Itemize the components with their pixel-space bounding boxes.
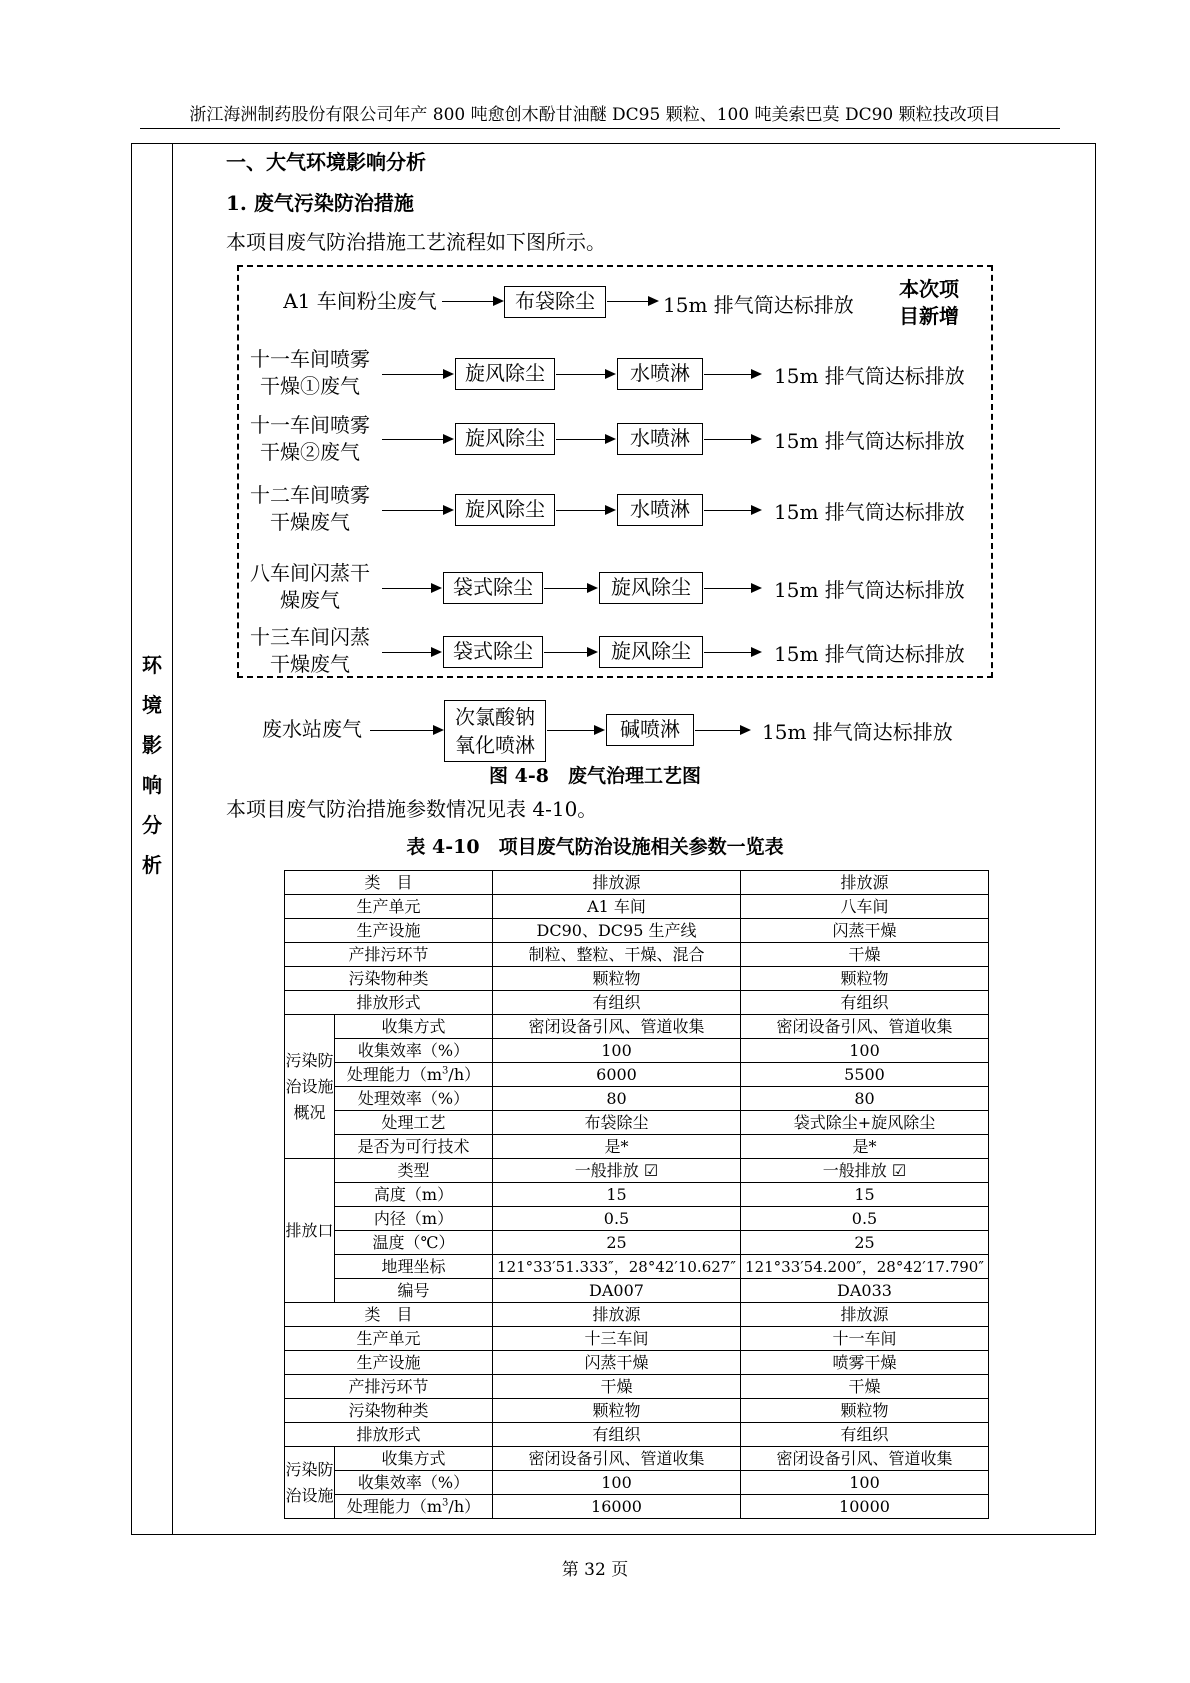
process-box: 旋风除尘 <box>599 572 703 604</box>
arrow <box>704 374 760 375</box>
discharge-label: 15m 排气筒达标排放 <box>762 720 953 744</box>
label-cell: 温度（℃） <box>335 1231 493 1255</box>
value-cell: A1 车间 <box>493 895 741 919</box>
discharge-label: 15m 排气筒达标排放 <box>774 364 965 388</box>
label-cell: 是否为可行技术 <box>335 1135 493 1159</box>
source-row5 <box>240 560 380 614</box>
table-row <box>285 1495 989 1519</box>
label-cell: 类型 <box>335 1159 493 1183</box>
arrow <box>382 374 452 375</box>
label-cell <box>335 1063 493 1087</box>
group-label-pollution-control: 污染防治设施 <box>285 1447 335 1519</box>
value-cell: 十一车间 <box>741 1327 989 1351</box>
process-box: 碱喷淋 <box>606 714 694 746</box>
header-title: 浙江海洲制药股份有限公司年产 800 吨愈创木酚甘油醚 DC95 颗粒、100 吨美索巴莫 DC90 颗粒技改项目 <box>189 105 1001 125</box>
table-row <box>285 991 989 1015</box>
source-line2: 干燥①废气 <box>260 374 360 398</box>
label-cell: 内径（m） <box>335 1207 493 1231</box>
label-cell: 地理坐标 <box>335 1255 493 1279</box>
new-tag-line2: 目新增 <box>899 304 959 328</box>
value-cell: 干燥 <box>741 943 989 967</box>
value-cell: 是* <box>741 1135 989 1159</box>
arrow <box>382 588 440 589</box>
process-box: 旋风除尘 <box>455 358 555 390</box>
discharge-label: 15m 排气筒达标排放 <box>774 500 965 524</box>
value-cell: 密闭设备引风、管道收集 <box>741 1447 989 1471</box>
table-row <box>285 1063 989 1087</box>
section-heading: 一、大气环境影响分析 <box>226 150 426 174</box>
table-row <box>285 1111 989 1135</box>
table-row <box>285 895 989 919</box>
discharge-label: 15m 排气筒达标排放 <box>663 293 854 317</box>
table-reference-paragraph: 本项目废气防治措施参数情况见表 4-10。 <box>226 797 598 821</box>
table-row <box>285 1039 989 1063</box>
value-cell: 十三车间 <box>493 1327 741 1351</box>
table-row <box>285 1471 989 1495</box>
value-cell: 布袋除尘 <box>493 1111 741 1135</box>
table-row <box>285 1351 989 1375</box>
arrow <box>704 652 760 653</box>
group-label-outlet: 排放口 <box>285 1159 335 1303</box>
label-cell: 产排污环节 <box>285 943 493 967</box>
label-cell: 污染物种类 <box>285 1399 493 1423</box>
value-cell: 八车间 <box>741 895 989 919</box>
value-cell: 颗粒物 <box>493 1399 741 1423</box>
source-line1: 八车间闪蒸干 <box>250 561 370 585</box>
group-label-pollution-control: 污染防治设施概况 <box>285 1015 335 1159</box>
value-cell: 颗粒物 <box>493 967 741 991</box>
new-tag-line1: 本次项 <box>899 277 959 301</box>
label-text: 处理能力（m <box>346 1064 443 1084</box>
value-cell: 5500 <box>741 1063 989 1087</box>
new-items-tag <box>886 276 972 330</box>
table-row <box>285 1015 989 1039</box>
table-row <box>285 1375 989 1399</box>
value-cell: 有组织 <box>493 1423 741 1447</box>
value-cell: 有组织 <box>741 1423 989 1447</box>
label-cell: 排放形式 <box>285 1423 493 1447</box>
process-box: 袋式除尘 <box>443 636 543 668</box>
value-cell: 0.5 <box>493 1207 741 1231</box>
arrow <box>382 439 452 440</box>
process-box: 旋风除尘 <box>455 423 555 455</box>
label-cell: 生产单元 <box>285 895 493 919</box>
label-text: 处理能力（m <box>346 1496 443 1516</box>
arrow <box>556 439 614 440</box>
value-cell: 有组织 <box>493 991 741 1015</box>
label-sup: 3 <box>442 1497 449 1509</box>
source-line1: 十二车间喷雾 <box>250 483 370 507</box>
value-cell: 80 <box>741 1087 989 1111</box>
discharge-label: 15m 排气筒达标排放 <box>774 429 965 453</box>
table-row <box>285 1303 989 1327</box>
label-cell: 收集方式 <box>335 1015 493 1039</box>
process-box: 水喷淋 <box>617 358 703 390</box>
process-box: 袋式除尘 <box>443 572 543 604</box>
value-cell: 121°33′51.333″，28°42′10.627″ <box>493 1255 741 1279</box>
table-row <box>285 1207 989 1231</box>
value-cell: 10000 <box>741 1495 989 1519</box>
table-caption: 表 4-10 项目废气防治设施相关参数一览表 <box>406 836 784 858</box>
figure-caption: 图 4-8 废气治理工艺图 <box>489 765 701 787</box>
arrow <box>370 730 442 731</box>
value-cell: DA033 <box>741 1279 989 1303</box>
value-cell: 100 <box>493 1039 741 1063</box>
label-cell: 生产设施 <box>285 919 493 943</box>
label-cell: 高度（m） <box>335 1183 493 1207</box>
value-cell: 15 <box>741 1183 989 1207</box>
parameter-table <box>284 870 989 1519</box>
label-cell: 生产单元 <box>285 1327 493 1351</box>
process-box: 布袋除尘 <box>504 286 606 318</box>
value-cell: 排放源 <box>493 871 741 895</box>
source-row2 <box>240 346 380 400</box>
value-cell: 颗粒物 <box>741 1399 989 1423</box>
discharge-label: 15m 排气筒达标排放 <box>774 642 965 666</box>
label-sup: 3 <box>442 1065 449 1077</box>
value-cell: 制粒、整粒、干燥、混合 <box>493 943 741 967</box>
value-cell: 0.5 <box>741 1207 989 1231</box>
table-row <box>285 967 989 991</box>
value-cell: 25 <box>741 1231 989 1255</box>
arrow <box>704 588 760 589</box>
value-cell: 喷雾干燥 <box>741 1351 989 1375</box>
arrow <box>556 510 614 511</box>
label-cell: 处理工艺 <box>335 1111 493 1135</box>
label-cell <box>335 1495 493 1519</box>
label-cell: 处理效率（%） <box>335 1087 493 1111</box>
source-line2: 干燥废气 <box>270 510 350 534</box>
label-cell: 生产设施 <box>285 1351 493 1375</box>
page-number: 第 32 页 <box>561 1560 629 1580</box>
table-row <box>285 1135 989 1159</box>
value-cell: 一般排放 ☑ <box>741 1159 989 1183</box>
side-label-char: 境 <box>142 693 162 717</box>
table-row <box>285 1327 989 1351</box>
value-cell: 25 <box>493 1231 741 1255</box>
label-text: /h） <box>448 1496 481 1516</box>
table-row <box>285 871 989 895</box>
arrow <box>607 301 657 302</box>
value-cell: 有组织 <box>741 991 989 1015</box>
value-cell: 密闭设备引风、管道收集 <box>493 1447 741 1471</box>
table-row <box>285 1159 989 1183</box>
table-row <box>285 1255 989 1279</box>
value-cell: 100 <box>741 1039 989 1063</box>
arrow <box>382 510 452 511</box>
label-cell: 污染物种类 <box>285 967 493 991</box>
table-row <box>285 943 989 967</box>
side-label-char: 分 <box>142 813 162 837</box>
value-cell: 密闭设备引风、管道收集 <box>493 1015 741 1039</box>
value-cell: 排放源 <box>493 1303 741 1327</box>
side-label-char: 响 <box>142 773 162 797</box>
source-row4 <box>240 482 380 536</box>
value-cell: 闪蒸干燥 <box>493 1351 741 1375</box>
value-cell: 是* <box>493 1135 741 1159</box>
value-cell: 袋式除尘+旋风除尘 <box>741 1111 989 1135</box>
value-cell: 干燥 <box>741 1375 989 1399</box>
label-cell: 收集效率（%） <box>335 1039 493 1063</box>
value-cell: 6000 <box>493 1063 741 1087</box>
section-subheading: 1. 废气污染防治措施 <box>226 191 414 215</box>
header-rule <box>140 128 1060 129</box>
label-cell: 产排污环节 <box>285 1375 493 1399</box>
source-line1: 十三车间闪蒸 <box>250 625 370 649</box>
source-line2: 燥废气 <box>280 588 340 612</box>
label-cell: 排放形式 <box>285 991 493 1015</box>
table-row <box>285 1183 989 1207</box>
label-cell: 类 目 <box>285 1303 493 1327</box>
value-cell: 排放源 <box>741 871 989 895</box>
value-cell: 16000 <box>493 1495 741 1519</box>
value-cell: 颗粒物 <box>741 967 989 991</box>
table-row <box>285 919 989 943</box>
source-line1: 十一车间喷雾 <box>250 347 370 371</box>
value-cell: 密闭设备引风、管道收集 <box>741 1015 989 1039</box>
arrow <box>442 301 502 302</box>
table-row <box>285 1399 989 1423</box>
value-cell: 排放源 <box>741 1303 989 1327</box>
value-cell: 100 <box>493 1471 741 1495</box>
process-box: 水喷淋 <box>617 494 703 526</box>
table-row <box>285 1447 989 1471</box>
label-text: /h） <box>448 1064 481 1084</box>
arrow <box>382 652 440 653</box>
value-cell: DA007 <box>493 1279 741 1303</box>
arrow <box>547 730 603 731</box>
source-line2: 干燥②废气 <box>260 440 360 464</box>
source-a1: A1 车间粉尘废气 <box>283 289 437 313</box>
label-cell: 收集效率（%） <box>335 1471 493 1495</box>
label-cell: 编号 <box>335 1279 493 1303</box>
value-cell: DC90、DC95 生产线 <box>493 919 741 943</box>
arrow <box>704 510 760 511</box>
arrow <box>695 730 749 731</box>
arrow <box>556 374 614 375</box>
source-line1: 十一车间喷雾 <box>250 413 370 437</box>
table-row <box>285 1279 989 1303</box>
box-line1: 次氯酸钠 <box>455 705 535 729</box>
value-cell: 闪蒸干燥 <box>741 919 989 943</box>
source-line2: 干燥废气 <box>270 652 350 676</box>
arrow <box>544 652 596 653</box>
box-line2: 氧化喷淋 <box>455 733 535 757</box>
process-box: 旋风除尘 <box>599 636 703 668</box>
table-row <box>285 1087 989 1111</box>
arrow <box>704 439 760 440</box>
table-row <box>285 1423 989 1447</box>
value-cell: 100 <box>741 1471 989 1495</box>
side-label-char: 影 <box>142 733 162 757</box>
label-cell: 收集方式 <box>335 1447 493 1471</box>
arrow <box>544 588 596 589</box>
value-cell: 80 <box>493 1087 741 1111</box>
new-items-dashed-box <box>237 265 993 678</box>
value-cell: 121°33′54.200″，28°42′17.790″ <box>741 1255 989 1279</box>
value-cell: 15 <box>493 1183 741 1207</box>
side-label-char: 析 <box>142 853 162 877</box>
source-wastewater-station: 废水站废气 <box>262 717 362 741</box>
process-box: 水喷淋 <box>617 423 703 455</box>
process-box: 旋风除尘 <box>455 494 555 526</box>
source-row3 <box>240 412 380 466</box>
discharge-label: 15m 排气筒达标排放 <box>774 578 965 602</box>
value-cell: 干燥 <box>493 1375 741 1399</box>
table-row <box>285 1231 989 1255</box>
side-label-char: 环 <box>142 653 162 677</box>
process-box-oxidation <box>444 700 546 762</box>
source-row6 <box>240 624 380 678</box>
intro-paragraph: 本项目废气防治措施工艺流程如下图所示。 <box>226 230 606 254</box>
label-cell: 类 目 <box>285 871 493 895</box>
value-cell: 一般排放 ☑ <box>493 1159 741 1183</box>
